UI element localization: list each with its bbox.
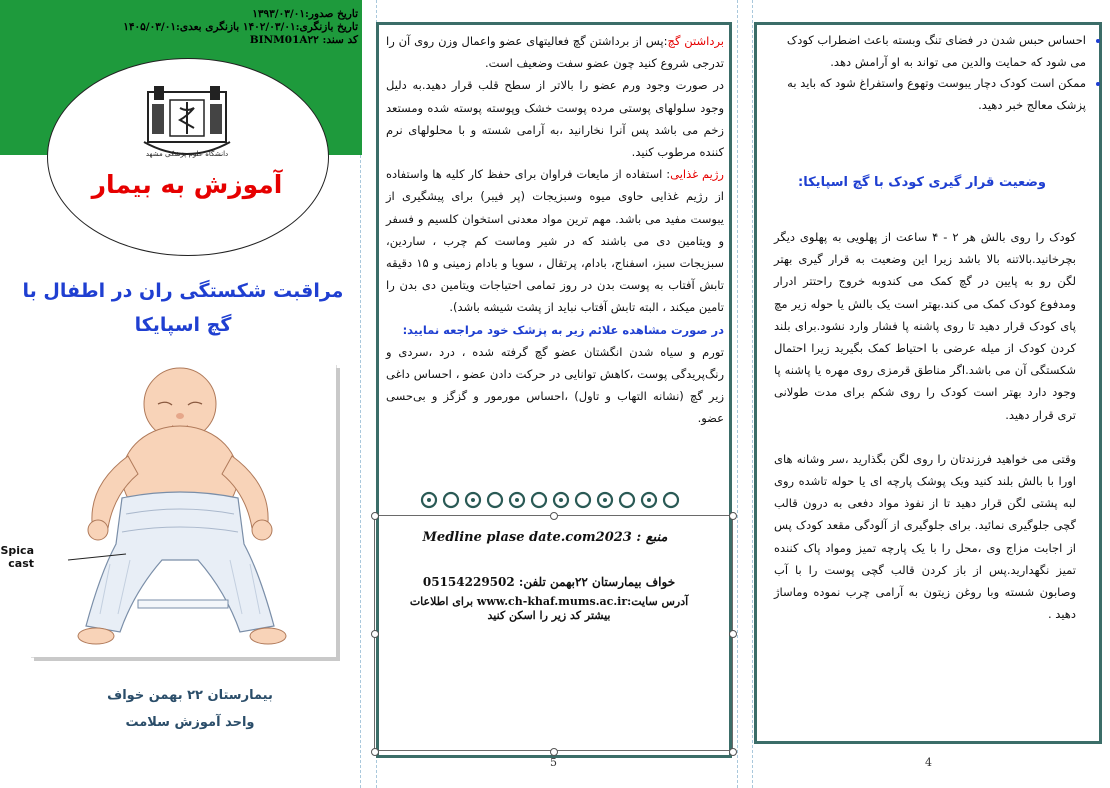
website-line: آدرس سایت:www.ch-khaf.mums.ac.ir برای اطلاعات: [409, 595, 689, 608]
figure-label-spica: Spica: [0, 544, 34, 557]
hospital-info: [70, 682, 310, 736]
hospital-phone: خواف بیمارستان ۲۲بهمن تلفن: 05154229502: [422, 575, 676, 589]
university-logo: [140, 82, 234, 166]
resize-handle-top-center[interactable]: [550, 512, 558, 520]
page-number-5: 5: [550, 756, 557, 769]
source-value: Medline plase date.com2023: [422, 530, 632, 545]
anxiety-bullet-list: [768, 30, 1102, 116]
diet-heading: رژیم غذایی: [670, 167, 724, 182]
middle-panel-text: [386, 30, 724, 430]
resize-handle-top-right[interactable]: [729, 512, 737, 520]
panel-guide-3: [737, 0, 738, 788]
resize-handle-bottom-center[interactable]: [550, 748, 558, 756]
health-education-unit: واحد آموزش سلامت: [125, 715, 255, 730]
bullet-constipation: • ممکن است کودک دچار یبوست وتهوع واستفراغ شود که باید به پزشک معالج خبر دهید.: [768, 73, 1086, 116]
panel-guide-4: [752, 0, 753, 788]
resize-handle-middle-right[interactable]: [729, 630, 737, 638]
positioning-text: [774, 226, 1076, 625]
warning-signs-text: تورم و سیاه شدن انگشتان عضو گچ گرفته شده ، درد ،سردی و رنگ‌پریدگی پوست ،کاهش توانایی در حرکت دادن عضو ، احساس داغی زیر گچ (نشانه التهاب و تاول) ،احساس مورمور و گزگز و بی‌حسی عضو.: [386, 344, 724, 426]
diet-text: : استفاده از مایعات فراوان برای حفظ کار کلیه ها واستفاده از رژیم غذایی حاوی میوه وسبزیجات (پر فیبر) برای پیشگیری از یبوست مفید می باشد. مهم ترین مواد معدنی استخوان کلسیم و فسفر و ویتامین دی می باشند که در شیر وماست کم چرب ، ساردین، سبزیجات سبز، اسفناج، بادام، پرتقال ، سویا و بادام زمینی و ۱۵ دقیقه تابش آفتاب به پوست بدن در روز تمامی احتیاجات ویتامین دی بدن را تامین میکند ، البته تابش آفتاب نباید از پشت شیشه باشد).: [386, 167, 725, 315]
spica-cast-illustration: [0, 364, 336, 657]
toilet-care-paragraph: وقتی می خواهید فرزندتان را روی لگن بگذارید ،سر وشانه های اورا با بالش بلند کنید ویک پوشک پارچه ای یا حوله تاشده روی لبه پشتی لگن قرار دهید تا از نفوذ مواد دفعی به درون قالب گچی جلوگیری نمائید. برای جلوگیری از آلودگی مقعد کودک پس از اجابت مزاج وی ،محل را با یک پارچه تمیز ومواد پاک کننده تمیز نگهدارید.پس از باز کردن قالب گچی پوست را با آب وصابون شسته وبا روغن زیتون به آرامی چرب نموده وماساژ دهید .: [774, 451, 1076, 622]
hospital-name: بیمارستان ۲۲ بهمن خواف: [107, 688, 273, 703]
positioning-heading: وضعیت قرار گیری کودک با گچ اسپایکا:: [798, 175, 1046, 190]
brochure-title: مراقبت شکستگی ران در اطفال با گچ اسپایکا: [22, 280, 344, 336]
figure-label-cast: cast: [8, 557, 34, 570]
document-code: کد سند: BINM01A۲۲: [249, 34, 358, 46]
baby-in-spica-cast-figure: [0, 364, 336, 657]
logo-text: دانشگاه علوم پزشکی مشهد: [145, 150, 229, 158]
resize-handle-top-left[interactable]: [371, 512, 379, 520]
resize-handle-bottom-right[interactable]: [729, 748, 737, 756]
resize-handle-bottom-left[interactable]: [371, 748, 379, 756]
warning-signs-heading: در صورت مشاهده علائم زیر به پزشک خود مراجعه نمایید:: [402, 322, 724, 337]
positioning-paragraph: کودک را روی بالش هر ۲ - ۴ ساعت از پهلویی به پهلوی دیگر بچرخانید.بالاتنه بالا باشد زیرا این وضعیت به قرار گیری بهتر لگن رو به پایین در گچ کمک می کندوبه خروج راحتتر ادرار ومدفوع کودک کمک می کند.بهتر است یک بالش یا حوله زیر مچ پای کودک قرار دهید تا روی پاشنه پا فشار وارد نشود.برای بلند کردن کودک از میله عرضی با احتیاط کمک بگیرید زیرا احتمال شکستگی آن می باشد.اگر مناطق قرمزی روی مهره یا پاشنه پا وجود دارد بهتر است کودک را روی شکم برای مدت طولانی تری قرار دهید.: [774, 230, 1076, 422]
contact-info: [384, 575, 714, 623]
issue-date: تاریخ صدور:۱۳۹۳/۰۳/۰۱: [252, 8, 358, 20]
document-meta: [123, 8, 358, 47]
resize-handle-middle-left[interactable]: [371, 630, 379, 638]
decorative-divider: [419, 488, 689, 512]
patient-education-title: آموزش به بیمار: [91, 170, 283, 199]
revision-date: تاریخ بازنگری:۱۴۰۲/۰۳/۰۱ بازنگری بعدی:۱۴۰۵/۰۳/۰۱: [123, 21, 358, 33]
source-citation: [380, 530, 710, 545]
cast-removal-text-2: در صورت وجود ورم عضو را بالاتر از سطح قلب قرار دهید.به دلیل وجود سلولهای پوستی مرده پوست خشک وپوسته پوسته شده ومستعد زخم می باشد پس آنرا نخارانید ،به آرامی شسته و با محلولهای نرم کننده مرطوب کنید.: [386, 78, 724, 160]
bullet-anxiety: • احساس حبس شدن در فضای تنگ وبسته باعث اضطراب کودک می شود که حمایت والدین می تواند به او آرامش دهد.: [768, 30, 1086, 73]
page-number-4: 4: [925, 756, 932, 769]
source-text-box[interactable]: [374, 515, 733, 751]
cast-removal-heading: برداشتن گچ: [667, 34, 725, 48]
cast-removal-text: :پس از برداشتن گچ فعالیتهای عضو واعمال وزن روی آن را تدرجی شروع کنید چون عضو سفت وضعیف است.: [386, 34, 724, 71]
source-label: منبع :: [636, 530, 668, 545]
qr-instruction: بیشتر کد زیر را اسکن کنید: [487, 609, 611, 622]
